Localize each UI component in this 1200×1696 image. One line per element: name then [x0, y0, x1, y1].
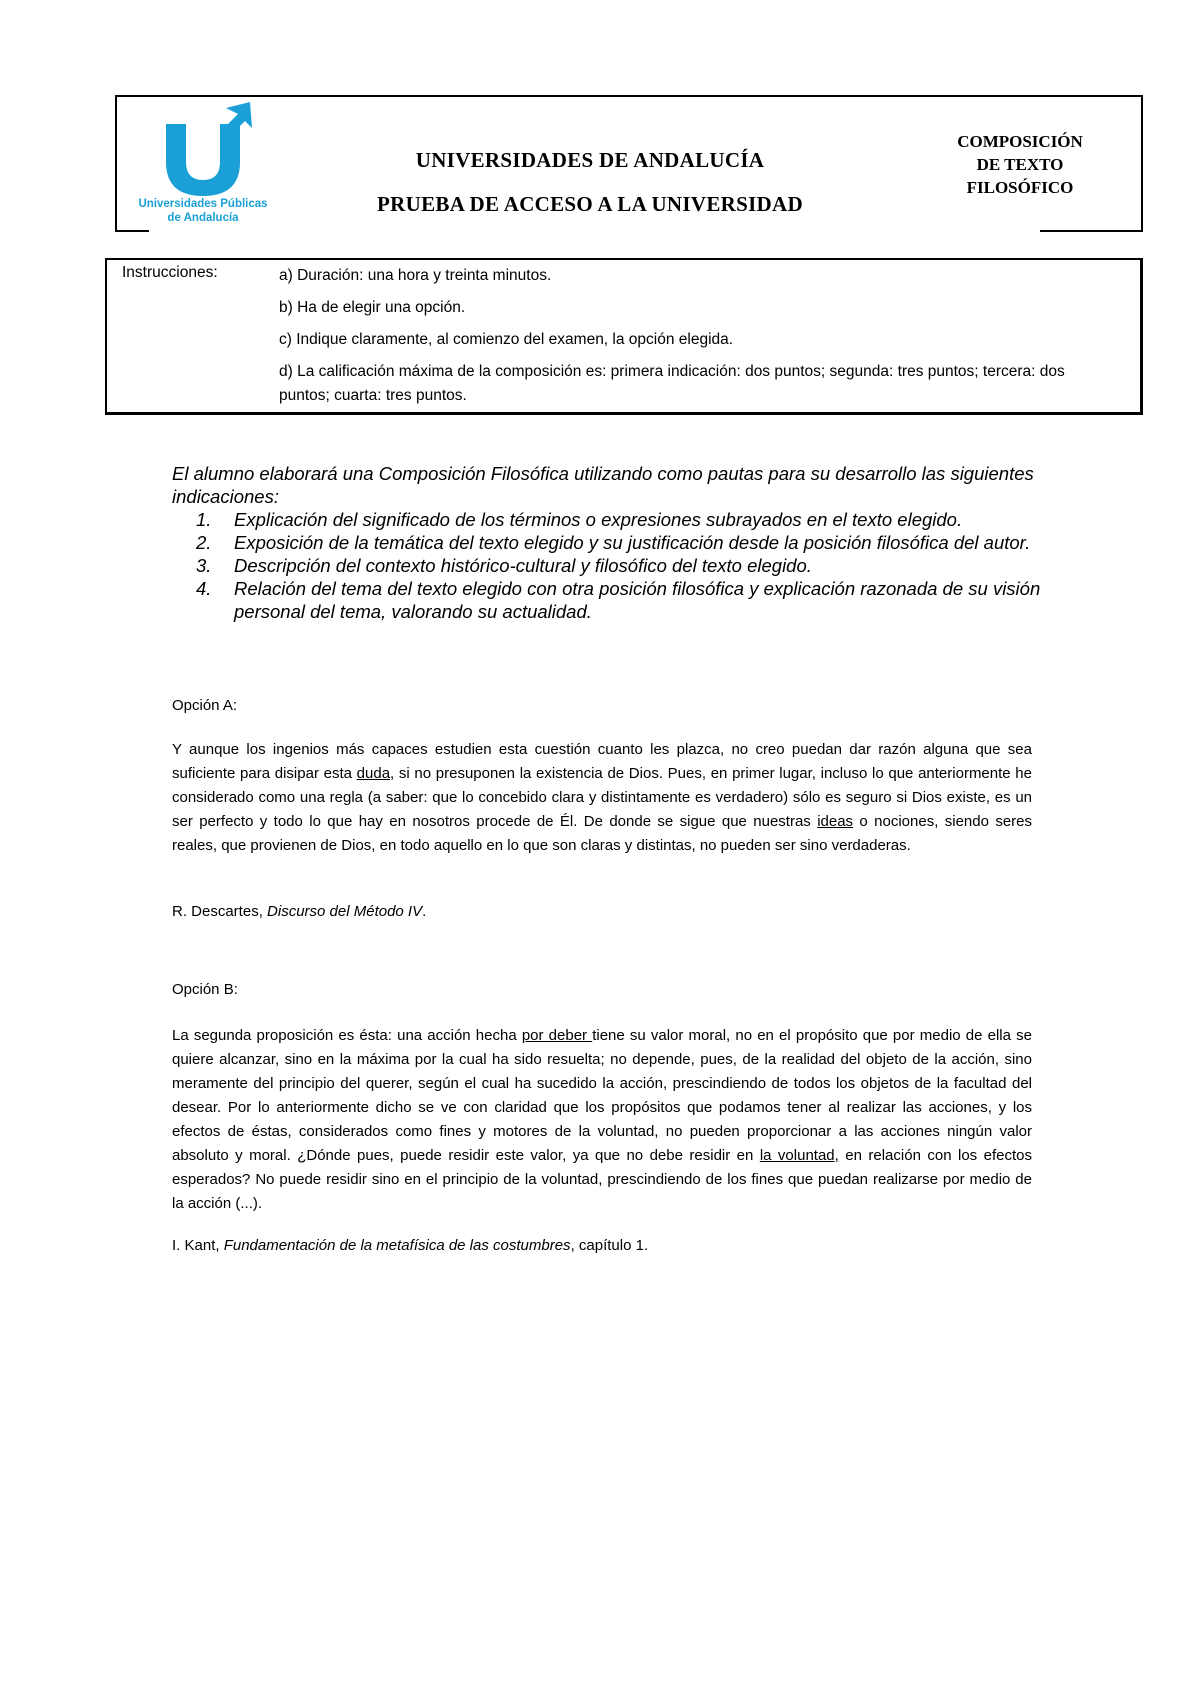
instruction-item: c) Indique claramente, al comienzo del examen, la opción elegida.	[279, 331, 734, 348]
indications-list	[172, 508, 1042, 623]
option-b-text	[172, 1024, 1032, 1216]
option-a-text-part3: o nociones, siendo seres reales, que provienen de Dios, en todo aquello en lo que son claras y distintas, no pueden ser sino verdaderas.	[172, 813, 1032, 854]
citation-work: Discurso del Método IV	[267, 903, 423, 920]
indication-text: Exposición de la temática del texto elegido y su justificación desde la posición filosófica del autor.	[234, 532, 1031, 553]
logo-caption-line2: de Andalucía	[167, 212, 239, 224]
underlined-term: por deber	[521, 1027, 593, 1044]
indication-number: 3.	[196, 555, 212, 576]
instructions-label: Instrucciones:	[122, 264, 218, 281]
indication-item	[172, 554, 1042, 577]
header-box-edge	[1141, 95, 1143, 231]
citation-author: I. Kant,	[172, 1237, 224, 1254]
instructions-box	[105, 258, 1143, 415]
citation-work: Fundamentación de la metafísica de las costumbres	[223, 1237, 571, 1254]
instruction-item: d) La calificación máxima de la composición es: primera indicación: dos puntos; segunda: tres puntos; tercera: dos puntos; cuarta: tres puntos.	[279, 363, 1065, 404]
indication-number: 4.	[196, 578, 212, 599]
underlined-term: duda	[356, 765, 391, 782]
option-a-heading: Opción A:	[172, 697, 238, 714]
subject-title	[930, 130, 1110, 199]
logo-caption	[128, 197, 278, 225]
instruction-item: a) Duración: una hora y treinta minutos.	[279, 267, 552, 284]
option-b-text-part3: en relación con los efectos esperados? No puede residir sino en el principio de la voluntad, prescindiendo de los fines que puedan realizarse por medio de la acción (...).	[172, 1147, 1032, 1212]
underlined-term: la voluntad,	[759, 1147, 839, 1164]
indication-text: Explicación del significado de los términos o expresiones subrayados en el texto elegido.	[234, 509, 963, 530]
instructions-list	[279, 264, 1119, 416]
citation-end: , capítulo 1.	[570, 1237, 649, 1254]
indication-item	[172, 577, 1042, 623]
option-b-text-part1: La segunda proposición es ésta: una acción hecha	[172, 1027, 522, 1044]
indication-text: Descripción del contexto histórico-cultural y filosófico del texto elegido.	[234, 555, 812, 576]
indication-number: 1.	[196, 509, 212, 530]
option-b-heading: Opción B:	[172, 981, 238, 998]
subject-line3: FILOSÓFICO	[966, 178, 1074, 197]
title-line2: PRUEBA DE ACCESO A LA UNIVERSIDAD	[377, 192, 803, 216]
header-rule-right	[1040, 230, 1143, 232]
subject-line2: DE TEXTO	[976, 155, 1064, 174]
subject-line1: COMPOSICIÓN	[957, 132, 1083, 151]
indication-item	[172, 508, 1042, 531]
option-b-citation	[172, 1234, 1032, 1258]
indication-item	[172, 531, 1042, 554]
page-title	[330, 138, 850, 226]
citation-end: .	[422, 903, 427, 920]
indications	[172, 462, 1042, 623]
header-rule-left	[115, 230, 149, 232]
option-a-text	[172, 738, 1032, 858]
option-a-text-part2: , si no presuponen la existencia de Dios. Pues, en primer lugar, incluso lo que anteriormente he considerado como una regla (a saber: que lo concebido clara y distintamente es verdadero) sólo es seguro si Dios existe, es un ser perfecto y todo lo que hay en nosotros procede de Él. De donde se sigue que nuestras	[172, 765, 1032, 830]
indication-text: Relación del tema del texto elegido con otra posición filosófica y explicación razonada de su visión personal del tema, valorando su actualidad.	[234, 578, 1041, 622]
citation-author: R. Descartes,	[172, 903, 268, 920]
instruction-item: b) Ha de elegir una opción.	[279, 299, 466, 316]
indications-intro: El alumno elaborará una Composición Filosófica utilizando como pautas para su desarrollo las siguientes indicaciones:	[172, 463, 1034, 507]
option-a-citation	[172, 900, 1032, 924]
indication-number: 2.	[196, 532, 212, 553]
underlined-term: ideas	[817, 813, 854, 830]
logo-caption-line1: Universidades Públicas	[138, 198, 268, 210]
option-a-text-part1: Y aunque los ingenios más capaces estudien esta cuestión cuanto les plazca, no creo puedan dar razón alguna que sea suficiente para disipar esta	[172, 741, 1032, 782]
title-line1: UNIVERSIDADES DE ANDALUCÍA	[415, 148, 765, 172]
option-b-text-part2: tiene su valor moral, no en el propósito que por medio de ella se quiere alcanzar, sino en la máxima por la cual ha sido resuelta; no depende, pues, de la realidad del objeto de la acción, sino meramente del principio del querer, según el cual ha sucedido la acción, prescindiendo de todos los objetos de la facultad del desear. Por lo anteriormente dicho se ve con claridad que los propósitos que podamos tener al realizar las acciones, y los efectos de éstas, considerados como fines y motores de la voluntad, no pueden proporcionar a las acciones ningún valor absoluto y moral. ¿Dónde pues, puede residir este valor, ya que no debe residir en	[172, 1027, 1032, 1164]
